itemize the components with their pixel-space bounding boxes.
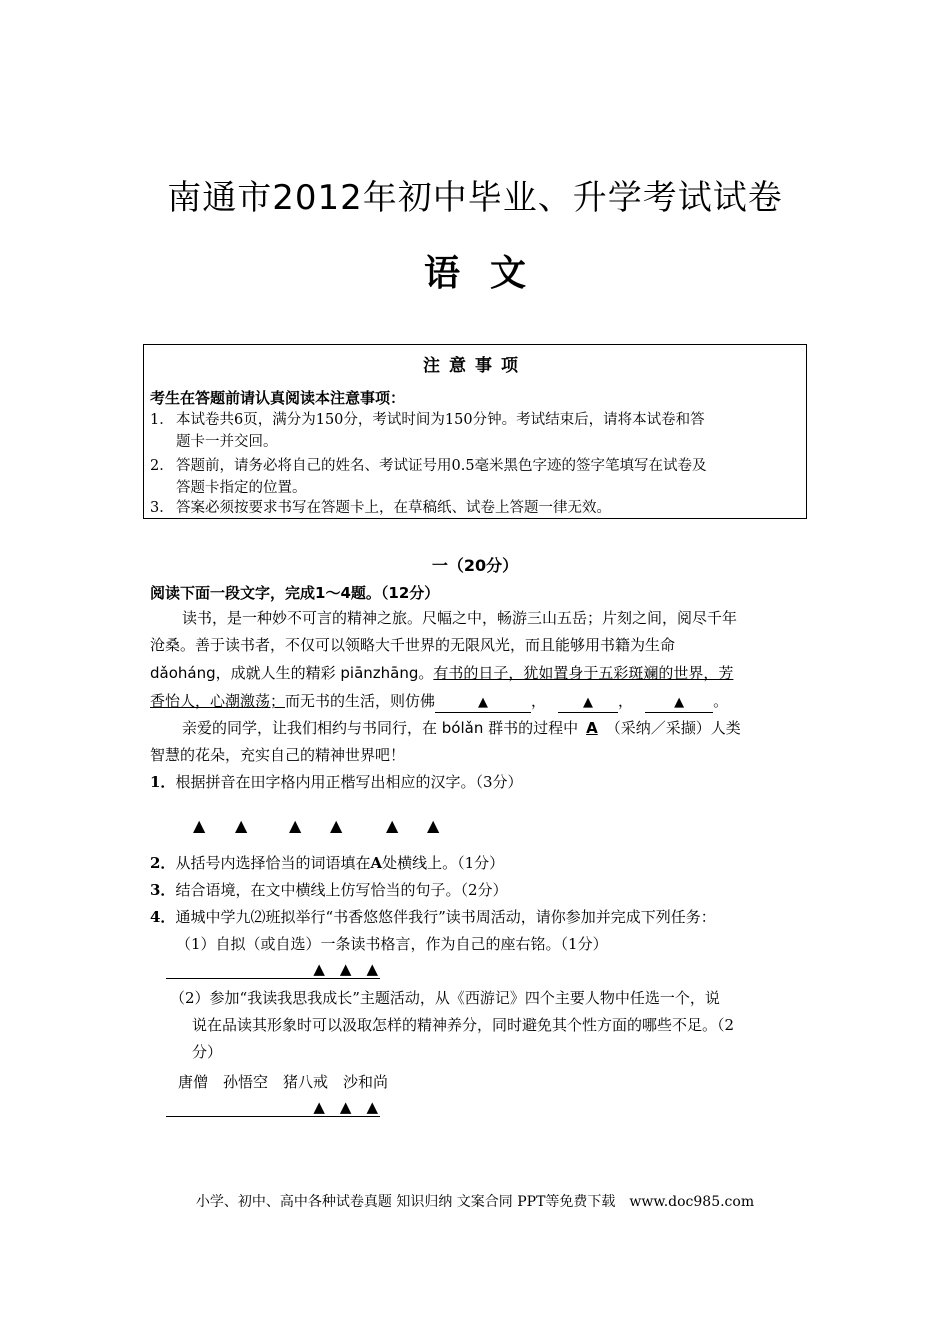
question-1 (150, 769, 810, 795)
question-4-2 (170, 985, 810, 1011)
question-4 (150, 904, 810, 930)
fill-blank-2[interactable] (558, 692, 618, 713)
question-number: 3． (150, 881, 176, 899)
blank-a[interactable]: A (586, 719, 598, 737)
underlined-sentence: 有书的日子，犹如置身于五彩斑斓的世界，芳 (433, 664, 734, 682)
answer-marks: ▲ ▲ ▲ (313, 1098, 378, 1116)
passage-line: 沧桑。善于读书者，不仅可以领略大千世界的无限风光，而且能够用书籍为生命 (150, 636, 676, 654)
passage-line: 读书，是一种妙不可言的精神之旅。尺幅之中，畅游三山五岳；片刻之间，阅尽千年 (182, 609, 738, 627)
answer-line-2[interactable] (166, 1098, 380, 1117)
passage-line: 智慧的花朵，充实自己的精神世界吧！ (150, 746, 406, 764)
triangle-icon[interactable]: ▲ (427, 816, 440, 835)
question-2 (150, 850, 810, 876)
notice-item-text: 题卡一并交回。 (176, 434, 278, 450)
notice-lead: 考生在答题前请认真阅读本注意事项： (150, 389, 406, 407)
fill-blank-1[interactable] (435, 692, 531, 713)
question-text: 说在品读其形象时可以汲取怎样的精神养分，同时避免其个性方面的哪些不足。（2 (192, 1016, 735, 1034)
question-number: 1． (150, 773, 176, 791)
triangle-icon[interactable]: ▲ (289, 816, 302, 835)
footer-text: 小学、初中、高中各种试卷真题 知识归纳 文案合同 PPT等免费下载 www.doc985.com (195, 1194, 755, 1210)
question-4-1: （1）自拟（或自选）一条读书格言，作为自己的座右铭。（1分） (176, 935, 608, 953)
notice-item-text: 答题卡指定的位置。 (176, 480, 307, 496)
separator: ， (618, 692, 634, 710)
question-text: （2）参加“我读我思我成长”主题活动，从《西游记》四个主要人物中任选一个，说 (170, 989, 720, 1007)
notice-box (143, 344, 807, 519)
passage-text: 亲爱的同学，让我们相约与书同行，在 bólǎn 群书的过程中 (182, 719, 579, 737)
triangle-icon[interactable]: ▲ (193, 816, 206, 835)
question-text: 分） (192, 1043, 223, 1061)
question-number: 2． (150, 854, 176, 872)
notice-item-number: 2． (150, 458, 174, 474)
notice-item-text: 答案必须按要求书写在答题卡上，在草稿纸、试卷上答题一律无效。 (176, 500, 611, 516)
blank-a-ref: A (370, 854, 383, 872)
passage-line (150, 715, 802, 742)
question-text: 结合语境，在文中横线上仿写恰当的句子。（2分） (175, 881, 508, 899)
question-number: 4． (150, 908, 176, 926)
separator: ， (531, 692, 547, 710)
notice-heading: 注意事项 (423, 356, 527, 376)
question-text: 处横线上。（1分） (382, 854, 505, 872)
fill-blank-3[interactable] (645, 692, 713, 713)
triangle-icon[interactable]: ▲ (330, 816, 343, 835)
answer-line-1[interactable] (166, 960, 380, 979)
section-instruction: 阅读下面一段文字，完成1～4题。（12分） (150, 584, 440, 602)
notice-item-text: 本试卷共6页，满分为150分，考试时间为150分钟。考试结束后，请将本试卷和答 (176, 412, 705, 428)
passage-text: dǎoháng，成就人生的精彩 piānzhāng。 (150, 664, 434, 682)
section-heading: 一（20分） (431, 556, 519, 575)
separator: 。 (713, 692, 729, 710)
passage-text: 而无书的生活，则仿佛 (285, 692, 436, 710)
subject-title: 语文 (423, 253, 556, 294)
triangle-icon[interactable]: ▲ (235, 816, 248, 835)
notice-item-number: 1． (150, 412, 174, 428)
notice-item-1 (150, 409, 800, 453)
notice-item-number: 3． (150, 500, 174, 516)
question-text: 从括号内选择恰当的词语填在 (175, 854, 371, 872)
question-3 (150, 877, 810, 903)
character-names: 唐僧 孙悟空 猪八戒 沙和尚 (178, 1073, 389, 1091)
underlined-sentence: 香怡人，心潮激荡； (150, 692, 286, 710)
answer-marks: ▲ ▲ ▲ (313, 960, 378, 978)
triangle-icon: ▲ (674, 695, 685, 710)
triangle-icon[interactable]: ▲ (386, 816, 399, 835)
question-text: 通城中学九⑵班拟举行“书香悠悠伴我行”读书周活动，请你参加并完成下列任务： (175, 908, 716, 926)
passage-line (150, 688, 802, 715)
notice-item-text: 答题前，请务必将自己的姓名、考试证号用0.5毫米黑色字迹的签字笔填写在试卷及 (176, 458, 707, 474)
triangle-icon: ▲ (583, 695, 594, 710)
triangle-icon: ▲ (478, 695, 489, 710)
exam-title: 南通市2012年初中毕业、升学考试试卷 (167, 178, 783, 218)
passage-text: （采纳／采撷）人类 (605, 719, 741, 737)
notice-item-3 (150, 497, 800, 519)
notice-item-2 (150, 455, 800, 499)
passage-line (150, 660, 802, 687)
question-text: 根据拼音在田字格内用正楷写出相应的汉字。（3分） (175, 773, 523, 791)
